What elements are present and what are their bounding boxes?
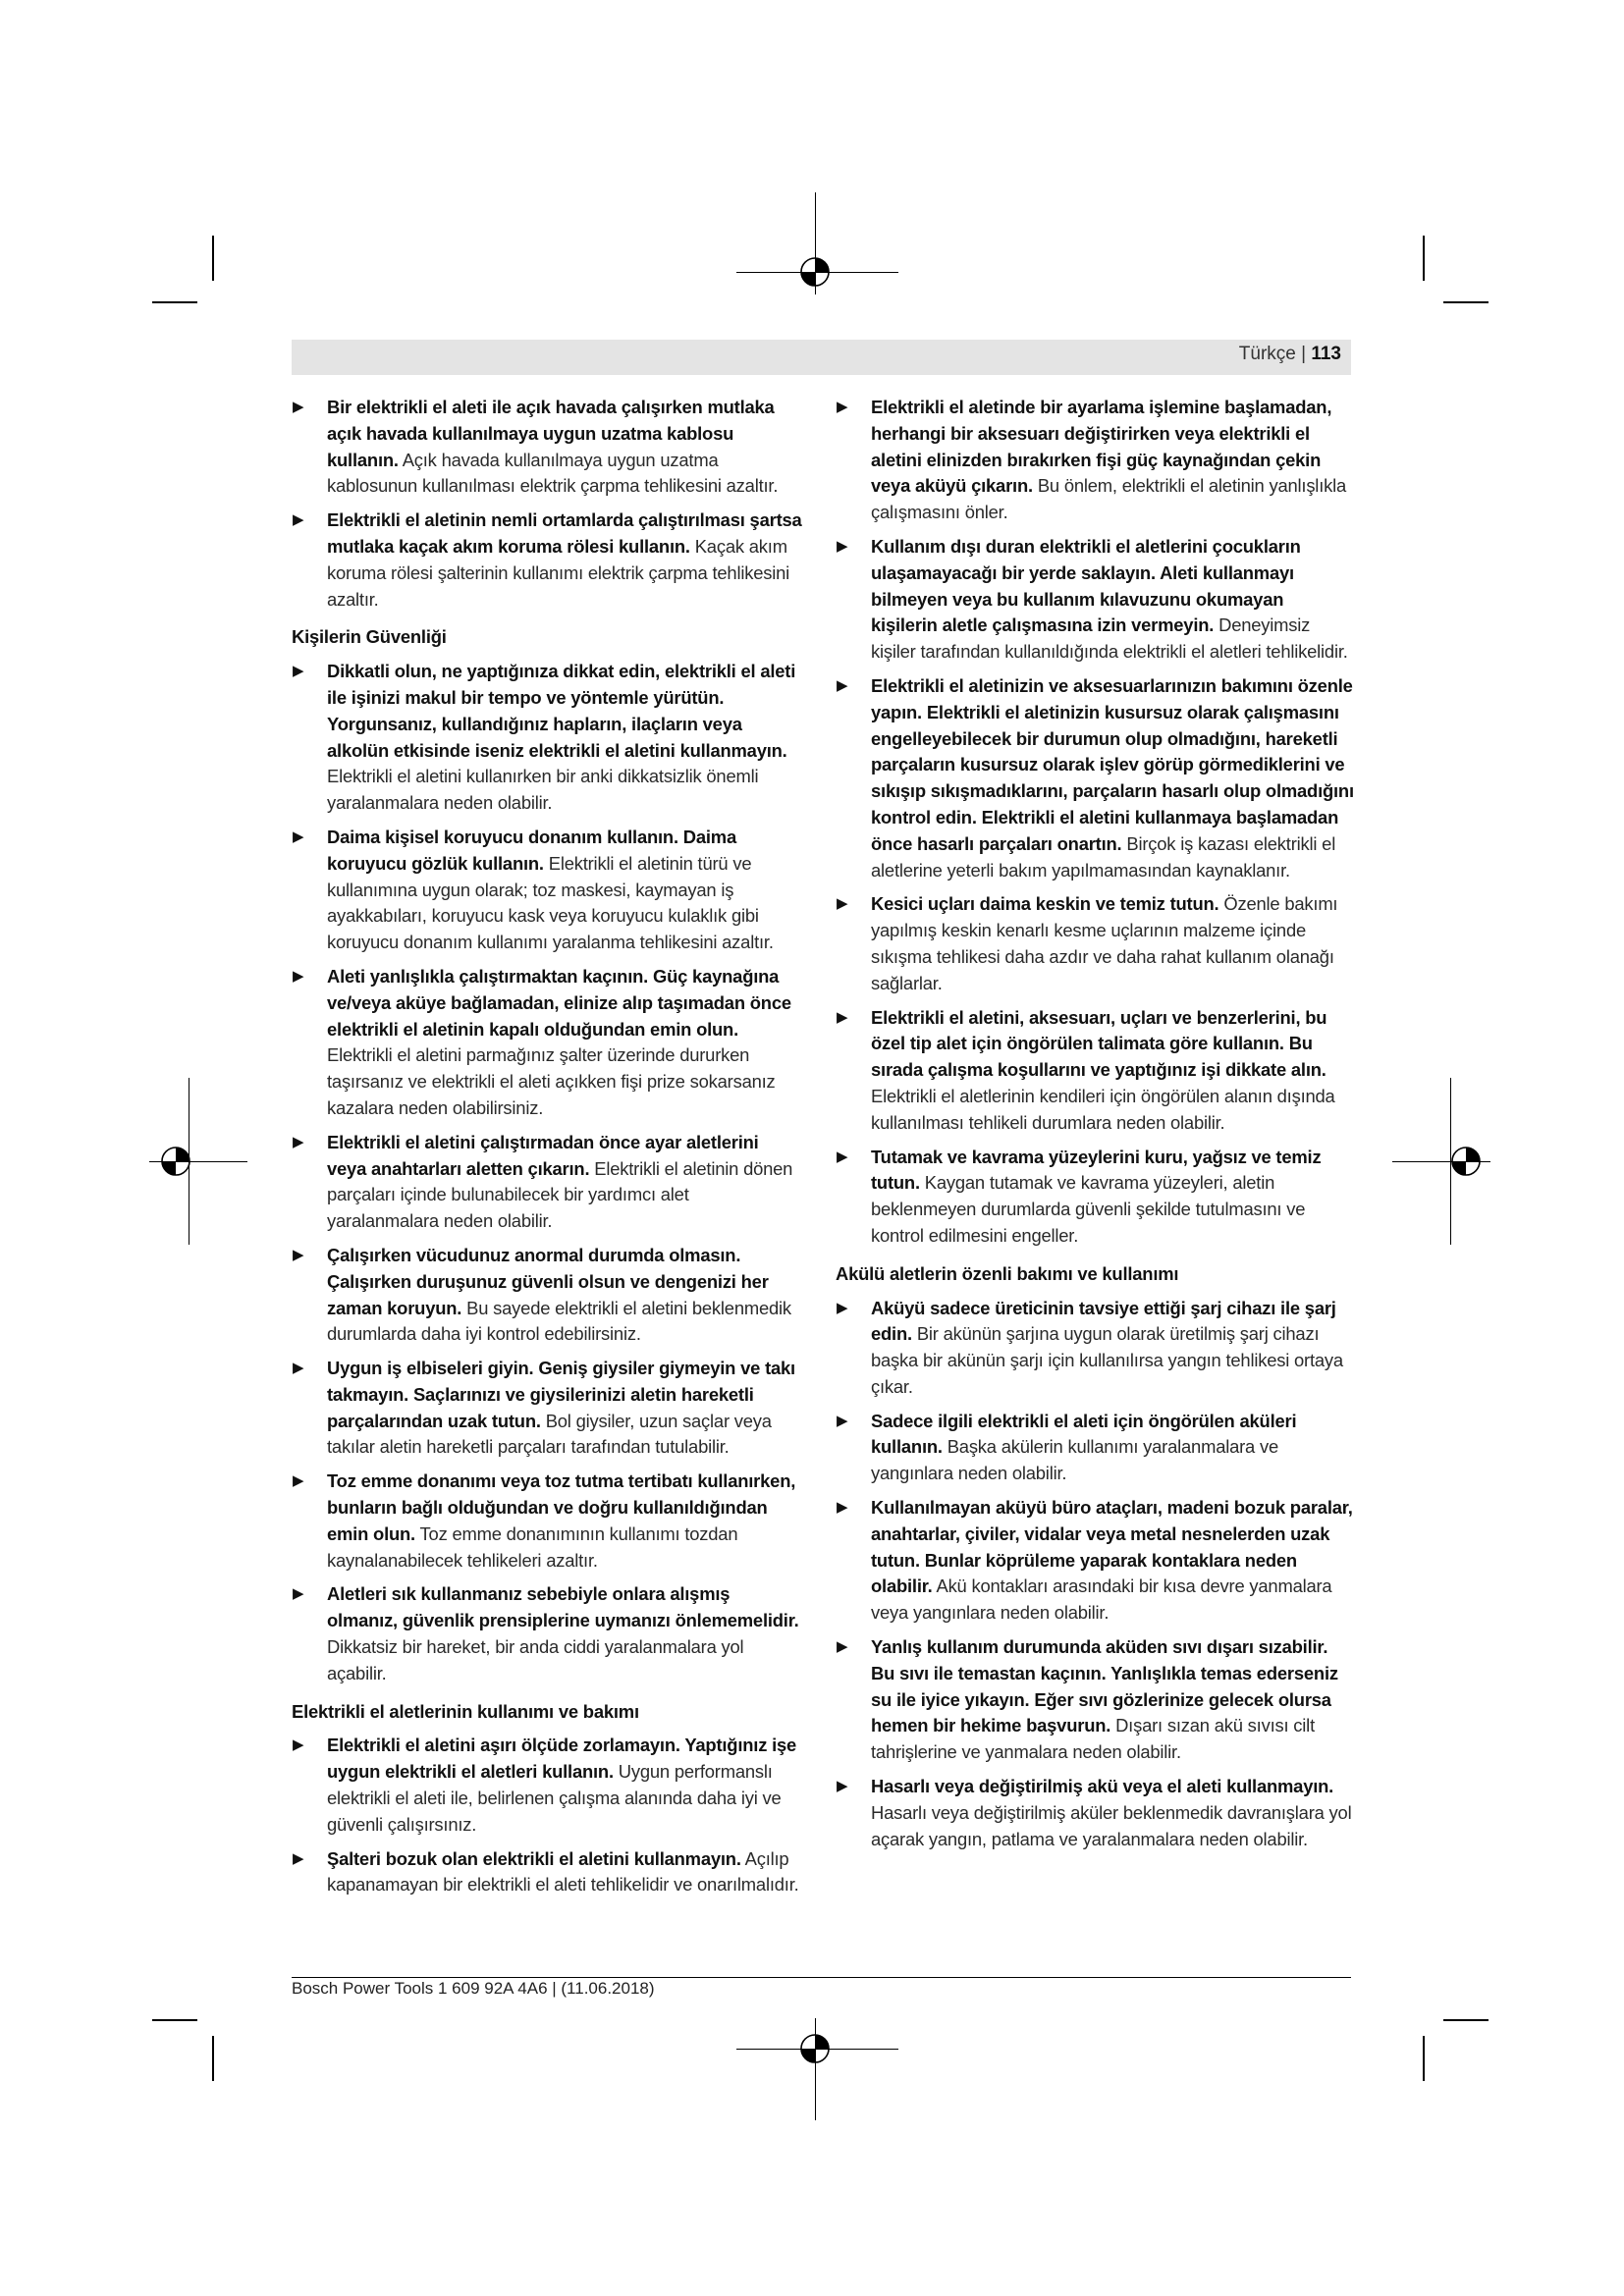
warning-text: Kesici uçları daima keskin ve temiz tutun. — [871, 893, 1219, 915]
triangle-bullet-icon: ▶ — [837, 399, 848, 415]
explanation-text: Elektrikli el aletinin dönen parçaları içinde bulunabilecek bir yardımcı alet yaralanmalara neden olabilir. — [327, 1157, 793, 1232]
explanation-text: Dikkatsiz bir hareket, bir anda ciddi yaralanmalara yol açabilir. — [327, 1636, 744, 1683]
explanation-text: Elektrikli el aletini kullanırken bir anki dikkatsizlik önemli yaralanmalara neden olabilir. — [327, 766, 759, 814]
warning-text: Aleti yanlışlıkla çalıştırmaktan kaçının. Güç kaynağına ve/veya aküye bağlamadan, elinize alıp taşımadan önce elektrikli el aletinin kapalı olduğundan emin olun. — [327, 965, 791, 1040]
warning-text: Çalışırken vücudunuz anormal durumda olmasın. Çalışırken duruşunuz güvenli olsun ve dengenizi her zaman koruyun. — [327, 1244, 769, 1318]
explanation-text: Kaçak akım koruma rölesi şalterinin kullanımı elektrik çarpma tehlikesini azaltır. — [327, 535, 790, 610]
crop-mark — [1423, 236, 1425, 281]
crop-mark — [212, 2036, 214, 2081]
warning-text: Şalteri bozuk olan elektrikli el aletini kullanmayın. — [327, 1847, 741, 1869]
safety-item — [292, 1846, 802, 1899]
explanation-text: Başka akülerin kullanımı yaralanmalara ve yangınlara neden olabilir. — [871, 1436, 1279, 1484]
warning-text: Daima kişisel koruyucu donanım kullanın. Daima koruyucu gözlük kullanın. — [327, 826, 736, 874]
explanation-text: Deneyimsiz kişiler tarafından kullanıldığında elektrikli el aletleri tehlikelidir. — [871, 614, 1348, 663]
explanation-text: Akü kontakları arasındaki bir kısa devre yanmalara veya yangınlara neden olabilir. — [871, 1575, 1332, 1624]
page-number: 113 — [1311, 344, 1341, 364]
section-heading: Akülü aletlerin özenli bakımı ve kullanımı — [836, 1262, 1179, 1284]
safety-item — [836, 1774, 1354, 1852]
warning-text: Kullanım dışı duran elektrikli el aletlerini çocukların ulaşamayacağı bir yerde saklayın. Aleti kullanmayı bilmeyen veya bu kullanım kılavuzunu okumayan kişilerin aletle çalışmasına izin vermeyin. — [871, 535, 1301, 636]
explanation-text: Elektrikli el aletinin türü ve kullanımına uygun olarak; toz maskesi, kaymayan iş ayakkabıları, koruyucu kask veya koruyucu kulaklık gibi koruyucu donanım kullanımı yaralanma tehlikesini azaltır. — [327, 852, 774, 953]
safety-item — [836, 1005, 1354, 1137]
triangle-bullet-icon: ▶ — [293, 1736, 304, 1754]
explanation-text: Kaygan tutamak ve kavrama yüzeyleri, aletin beklenmeyen durumlarda güvenli şekilde tutulmasını ve kontrol edilmesini engeller. — [871, 1172, 1306, 1246]
safety-item — [836, 673, 1354, 883]
triangle-bullet-icon: ▶ — [837, 1638, 848, 1656]
explanation-text: Elektrikli el aletini parmağınız şalter üzerinde dururken taşırsanız ve elektrikli el aleti açıkken fişi prize sokarsanız kazalara neden olabilirsiniz. — [327, 1044, 776, 1118]
registration-target-icon — [798, 2032, 832, 2065]
triangle-bullet-icon: ▶ — [837, 537, 848, 555]
triangle-bullet-icon: ▶ — [293, 399, 304, 415]
warning-text: Dikkatli olun, ne yaptığınıza dikkat edin, elektrikli el aleti ile işinizi makul bir tempo ve yöntemle yürütün. Yorgunsanız, kullandığınız hapların, ilaçların veya alkolün etkisinde iseniz elektrikli el aletini kullanmayın. — [327, 661, 796, 761]
header-text — [1239, 344, 1341, 365]
warning-text: Elektrikli el aletini aşırı ölçüde zorlamayın. Yaptığınız işe uygun elektrikli el aletleri kullanın. — [327, 1735, 797, 1783]
triangle-bullet-icon: ▶ — [837, 1499, 848, 1517]
safety-item — [836, 1495, 1354, 1627]
footer-divider — [292, 1977, 1351, 1978]
triangle-bullet-icon: ▶ — [293, 1472, 304, 1490]
triangle-bullet-icon: ▶ — [837, 1299, 848, 1316]
warning-text: Uygun iş elbiseleri giyin. Geniş giysiler giymeyin ve takı takmayın. Saçlarınızı ve giysilerinizi aletin hareketli parçalarından uzak tutun. — [327, 1358, 795, 1431]
crop-mark — [152, 2019, 197, 2021]
crop-mark — [1443, 301, 1489, 303]
left-column — [292, 395, 802, 1906]
triangle-bullet-icon: ▶ — [293, 1360, 304, 1377]
triangle-bullet-icon: ▶ — [837, 895, 848, 913]
right-column — [836, 395, 1354, 1860]
crop-mark — [1443, 2019, 1489, 2021]
safety-item — [836, 1409, 1354, 1487]
explanation-text: Toz emme donanımının kullanımı tozdan kaynalanabilecek tehlikeleri azaltır. — [327, 1522, 738, 1571]
safety-item — [292, 395, 802, 500]
safety-item — [292, 1581, 802, 1686]
explanation-text: Uygun performanslı elektrikli el aleti ile, belirlenen çalışma alanında daha iyi ve güvenli çalışırsınız. — [327, 1761, 782, 1835]
safety-item — [292, 507, 802, 613]
registration-target-icon — [798, 255, 832, 289]
warning-text: Elektrikli el aletinizin ve aksesuarlarınızın bakımını özenle yapın. Elektrikli el aletinizin kusursuz olarak çalışmasını engelleyebilecek bir durumun olup olmadığını, hareketli parçaların kusursuz olarak işlev görüp görmediklerini ve sıkışıp sıkışmadıklarını, parçaların hasarlı olup olmadığını kontrol edin. Elektrikli el aletini kullanmaya başlamadan önce hasarlı parçaları onartın. — [871, 674, 1354, 854]
warning-text: Hasarlı veya değiştirilmiş akü veya el aleti kullanmayın. — [871, 1776, 1334, 1797]
safety-item — [836, 395, 1354, 526]
triangle-bullet-icon: ▶ — [837, 1778, 848, 1795]
section-heading: Kişilerin Güvenliği — [292, 626, 447, 648]
warning-text: Aletleri sık kullanmanız sebebiyle onlara alışmış olmanız, güvenlik prensiplerine uymanızı önlememelidir. — [327, 1583, 799, 1631]
header-separator: | — [1301, 344, 1307, 364]
page-header — [292, 340, 1351, 375]
triangle-bullet-icon: ▶ — [837, 1412, 848, 1429]
explanation-text: Bu önlem, elektrikli el aletinin yanlışlıkla çalışmasını önler. — [871, 475, 1347, 523]
warning-text: Aküyü sadece üreticinin tavsiye ettiği şarj cihazı ile şarj edin. — [871, 1297, 1336, 1345]
explanation-text: Açılıp kapanamayan bir elektrikli el aleti tehlikelidir ve onarılmalıdır. — [327, 1847, 799, 1896]
explanation-text: Dışarı sızan akü sıvısı cilt tahrişlerine ve yanmalara neden olabilir. — [871, 1715, 1315, 1763]
safety-item — [836, 891, 1354, 996]
warning-text: Elektrikli el aletinde bir ayarlama işlemine başlamadan, herhangi bir aksesuarı değiştirirken veya elektrikli el aletini elinizden bırakırken fişi güç kaynağından çekin veya aküyü çıkarın. — [871, 397, 1332, 497]
header-language: Türkçe — [1238, 344, 1296, 364]
explanation-text: Birçok iş kazası elektrikli el aletlerine yeterli bakım yapılmamasından kaynaklanır. — [871, 832, 1336, 881]
safety-item — [836, 534, 1354, 666]
footer-text: Bosch Power Tools 1 609 92A 4A6 | (11.06.2018) — [292, 1979, 655, 1998]
safety-item — [292, 964, 802, 1122]
explanation-text: Bol giysiler, uzun saçlar veya takılar aletin hareketli parçaları tarafından tutulabilir. — [327, 1410, 772, 1458]
triangle-bullet-icon: ▶ — [293, 663, 304, 680]
explanation-text: Açık havada kullanılmaya uygun uzatma kablosunun kullanılması elektrik çarpma tehlikesini azaltır. — [327, 449, 779, 497]
safety-item — [836, 1296, 1354, 1401]
triangle-bullet-icon: ▶ — [293, 511, 304, 529]
safety-item — [836, 1145, 1354, 1250]
explanation-text: Özenle bakımı yapılmış keskin kenarlı kesme uçlarının malzeme içinde sıkışma tehlikesi daha azdır ve daha rahat kullanım olanağı sağlarlar. — [871, 893, 1338, 993]
safety-item — [292, 1356, 802, 1461]
explanation-text: Elektrikli el aletlerinin kendileri için öngörülen alanın dışında kullanılması tehlikeli durumlara neden olabilir. — [871, 1085, 1335, 1133]
safety-item — [292, 825, 802, 956]
warning-text: Toz emme donanımı veya toz tutma tertibatı kullanırken, bunların bağlı olduğundan ve doğru kullanıldığından emin olun. — [327, 1470, 796, 1544]
triangle-bullet-icon: ▶ — [837, 676, 848, 694]
registration-target-icon — [159, 1145, 192, 1178]
triangle-bullet-icon: ▶ — [293, 967, 304, 985]
warning-text: Bir elektrikli el aleti ile açık havada çalışırken mutlaka açık havada kullanılmaya uygun uzatma kablosu kullanın. — [327, 397, 775, 470]
warning-text: Tutamak ve kavrama yüzeylerini kuru, yağsız ve temiz tutun. — [871, 1146, 1322, 1194]
safety-item — [292, 1468, 802, 1574]
safety-item — [836, 1634, 1354, 1766]
safety-item — [292, 1733, 802, 1838]
warning-text: Elektrikli el aletini çalıştırmadan önce ayar aletlerini veya anahtarları aletten çıkarın. — [327, 1131, 759, 1179]
safety-item — [292, 1130, 802, 1235]
triangle-bullet-icon: ▶ — [293, 1133, 304, 1150]
triangle-bullet-icon: ▶ — [293, 1849, 304, 1867]
triangle-bullet-icon: ▶ — [293, 1246, 304, 1263]
registration-target-icon — [1449, 1145, 1483, 1178]
warning-text: Yanlış kullanım durumunda aküden sıvı dışarı sızabilir. Bu sıvı ile temastan kaçının. Yanlışlıkla temas ederseniz su ile iyice yıkayın. Eğer sıvı gözlerinize gelecek olursa hemen bir hekime başvurun. — [871, 1636, 1338, 1736]
explanation-text: Bu sayede elektrikli el aletini beklenmedik durumlarda daha iyi kontrol edebilirsiniz. — [327, 1297, 791, 1345]
triangle-bullet-icon: ▶ — [837, 1148, 848, 1165]
warning-text: Kullanılmayan aküyü büro ataçları, madeni bozuk paralar, anahtarlar, çiviler, vidalar veya metal nesnelerden uzak tutun. Bunlar köprüleme yaparak kontaklara neden olabilir. — [871, 1497, 1353, 1597]
explanation-text: Bir akünün şarjına uygun olarak üretilmiş şarj cihazı başka bir akünün şarjı için kullanılırsa yangın tehlikesi ortaya çıkar. — [871, 1323, 1343, 1397]
warning-text: Elektrikli el aletinin nemli ortamlarda çalıştırılması şartsa mutlaka kaçak akım koruma rölesi kullanın. — [327, 509, 802, 557]
triangle-bullet-icon: ▶ — [837, 1008, 848, 1026]
section-heading: Elektrikli el aletlerinin kullanımı ve bakımı — [292, 1700, 639, 1722]
crop-mark — [1423, 2036, 1425, 2081]
crop-mark — [212, 236, 214, 281]
triangle-bullet-icon: ▶ — [293, 828, 304, 845]
safety-item — [292, 659, 802, 817]
warning-text: Sadece ilgili elektrikli el aleti için öngörülen aküleri kullanın. — [871, 1410, 1297, 1458]
triangle-bullet-icon: ▶ — [293, 1585, 304, 1603]
crop-mark — [152, 301, 197, 303]
explanation-text: Hasarlı veya değiştirilmiş aküler beklenmedik davranışlara yol açarak yangın, patlama ve yaralanmalara neden olabilir. — [871, 1801, 1352, 1849]
warning-text: Elektrikli el aletini, aksesuarı, uçları ve benzerlerini, bu özel tip alet için öngörülen talimata göre kullanın. Bu sırada çalışma koşullarını ve yaptığınız işi dikkate alın. — [871, 1006, 1327, 1081]
safety-item — [292, 1243, 802, 1348]
